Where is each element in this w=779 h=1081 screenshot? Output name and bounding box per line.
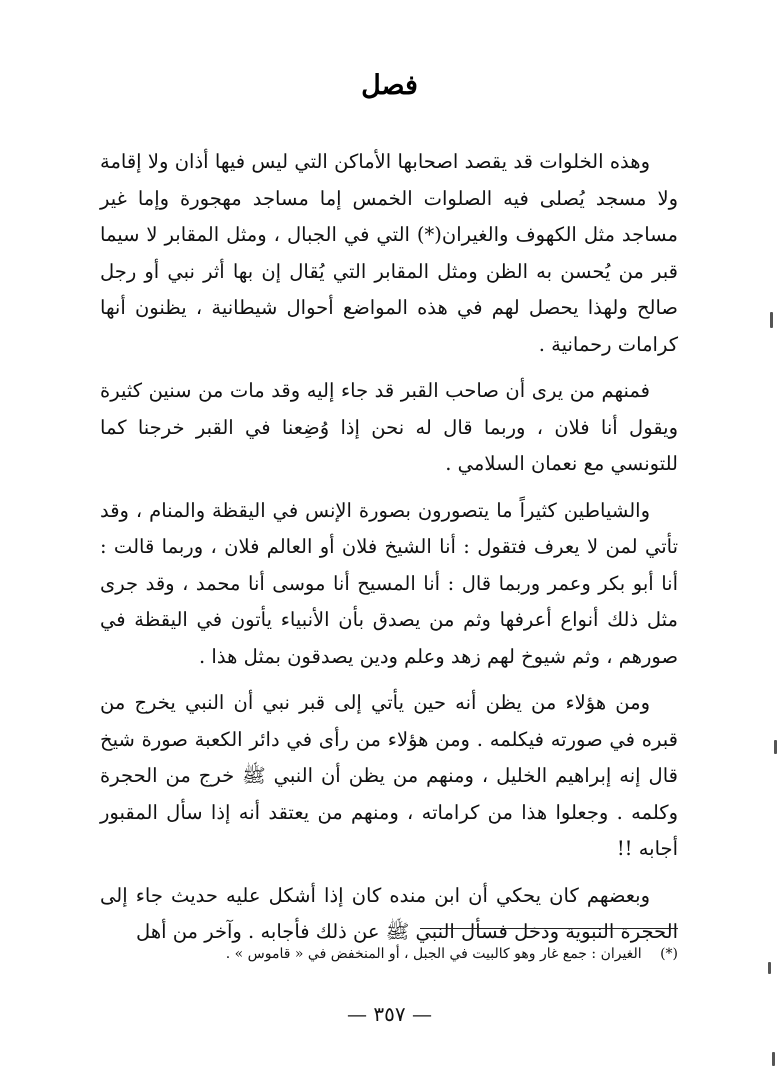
footnote-marker: (*) <box>660 946 678 962</box>
scan-speck <box>768 962 771 974</box>
main-text <box>100 144 678 951</box>
scan-speck <box>774 740 777 754</box>
paragraph-3: والشياطين كثيراً ما يتصورون بصورة الإنس في اليقظة والمنام ، وقد تأتي لمن لا يعرف فتقول : أنا الشيخ فلان أو العالم فلان ، وربما قالت : أنا أبو بكر وعمر وربما قال : أنا المسيح أنا موسى أنا محمد ، وقد جرى مثل ذلك أنواع أعرفها وثم من يصدق بأن الأنبياء يأتون في اليقظة في صورهم ، وثم شيوخ لهم زهد وعلم ودين يصدقون بمثل هذا . <box>100 498 678 668</box>
paragraph-1: وهذه الخلوات قد يقصد اصحابها الأماكن التي ليس فيها أذان ولا إقامة ولا مسجد يُصلى فيه الصلوات الخمس إما مساجد مهجورة وإما غير مساجد مثل الكهوف والغيران(*) التي في الجبال ، ومثل المقابر لا سيما قبر من يُحسن به الظن ومثل المقابر التي يُقال إن بها أثر نبي أو رجل صالح ولهذا يحصل لهم في هذه المواضع أحوال شيطانية ، يظنون أنها كرامات رحمانية . <box>100 150 678 356</box>
scan-speck <box>770 312 773 328</box>
footnote <box>100 942 678 966</box>
scan-speck <box>772 1052 775 1066</box>
page-number: — ٣٥٧ — <box>347 1002 432 1026</box>
footnote-text: الغيران : جمع غار وهو كالبيت في الجبل ، أو المنخفض في « قاموس » . <box>225 946 642 962</box>
paragraph-2: فمنهم من يرى أن صاحب القبر قد جاء إليه وقد مات من سنين كثيرة ويقول أنا فلان ، وربما قال له نحن إذا وُضِعنا في القبر خرجنا كما للتونسي مع نعمان السلامي . <box>100 379 678 475</box>
paragraph-4: ومن هؤلاء من يظن أنه حين يأتي إلى قبر نبي أن النبي يخرج من قبره في صورته فيكلمه . ومن هؤلاء من رأى في دائر الكعبة صورة شيخ قال إنه إبراهيم الخليل ، ومنهم من يظن أن النبي ﷺ خرج من الحجرة وكلمه . وجعلوا هذا من كراماته ، ومنهم من يعتقد أنه إذا سأل المقبور أجابه !! <box>100 691 678 860</box>
page-title: فصل <box>361 70 418 101</box>
paragraph-5: وبعضهم كان يحكي أن ابن منده كان إذا أشكل عليه حديث جاء إلى الحجرة النبوية ودخل فسأل النبي ﷺ عن ذلك فأجابه . وآخر من أهل <box>100 883 678 943</box>
footnote-divider <box>420 928 678 929</box>
